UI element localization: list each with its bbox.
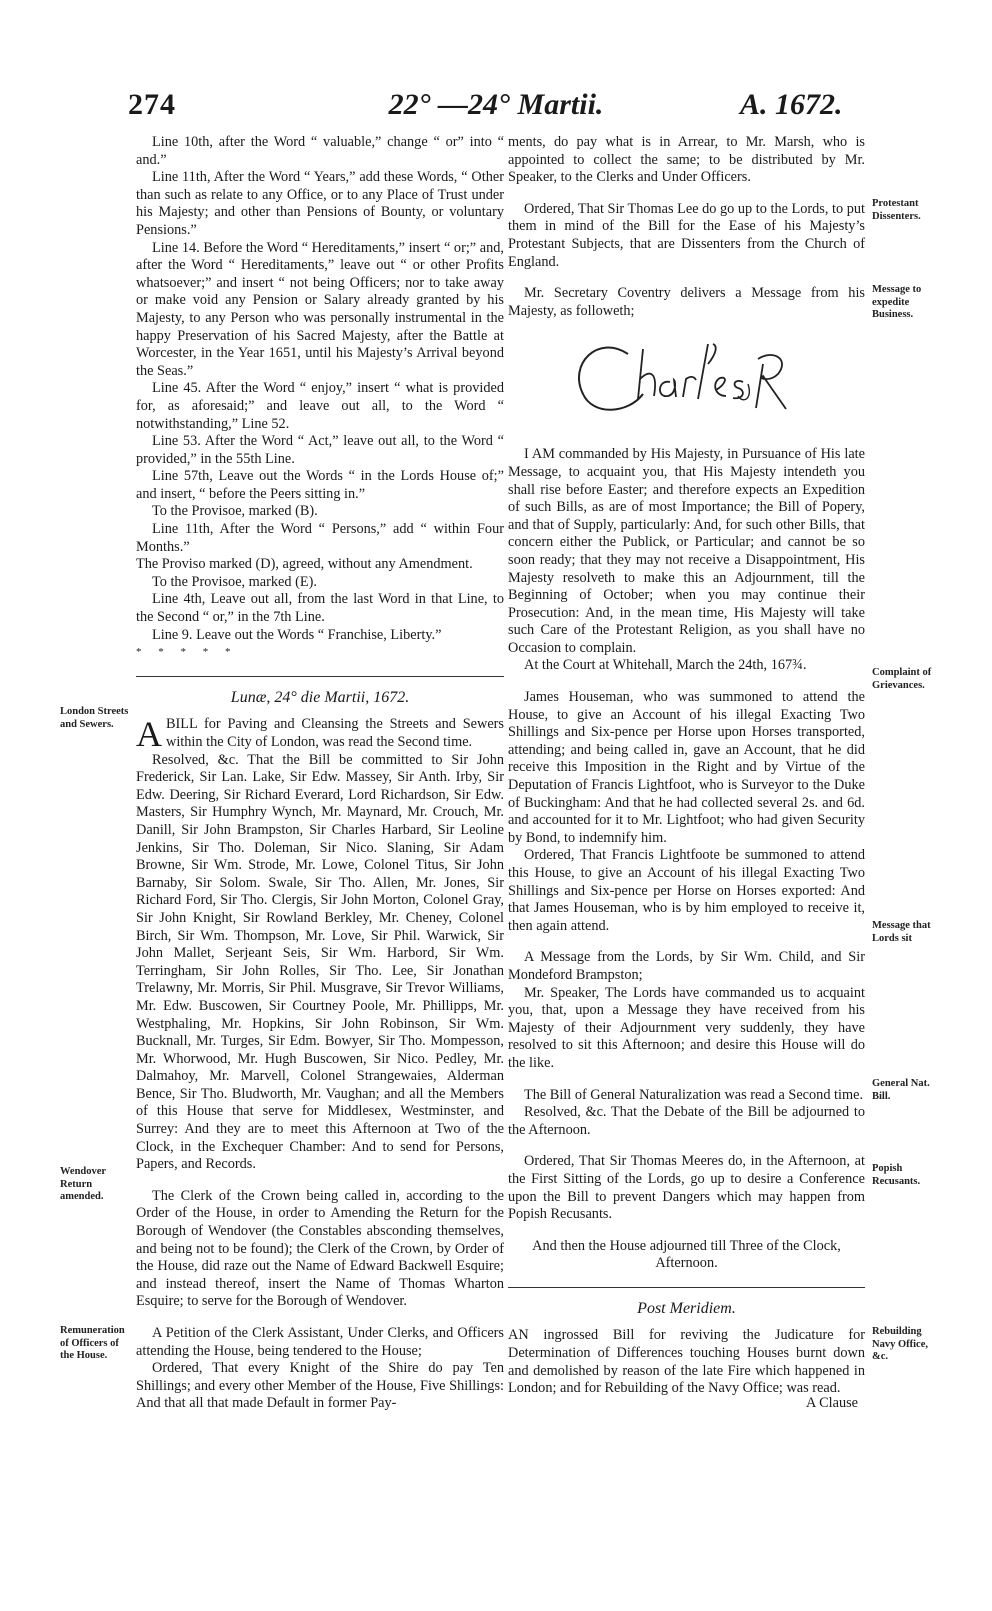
houseman-paragraph: James Houseman, who was summoned to attend the House, to give an Account of his illegal Exacting Two Shillings and Six-pence per Horse upon Horses transported, attending; and being called in, gave an Account, that he did receive this Imposition in the Right and by Virtue of the Deputation of Francis Lightfoot, who is Surveyor to the Duke of Buckingham: And that he had collected several 2s. and 6d. and accounted for it to Mr. Lightfoot; who had given Security by Bond, to indemnify him. — [508, 689, 865, 846]
margin-note-grievances: Complaint of Grievances. — [872, 667, 932, 691]
page-number: 274 — [128, 88, 176, 121]
provisoe-b-heading: To the Provisoe, marked (B). — [152, 503, 318, 520]
royal-message-paragraph: I AM commanded by His Majesty, in Pursuance of His late Message, to acquaint you, that His Majesty intendeth you shall rise before Easter; and therefore expects an Expedition of such Bills, as are of most Importance; the Bill of Popery, and that of Supply, particularly: And, for such other Bills, that concern either the Publick, or Particular; and cannot be so soon ready; that they may not receive a Disappointment, His Majesty resolveth to make this an Adjournment, till the Beginning of October; when you may continue their Prosecution: And, in the mean time, His Majesty will take such Care of the Protestant Religion, as you shall have no Occasion to complain. — [508, 446, 865, 656]
header-year: A. 1672. — [740, 88, 843, 121]
lords-message-paragraph: A Message from the Lords, by Sir Wm. Child, and Sir Mondeford Brampston; — [508, 949, 865, 983]
margin-note-remuneration: Remuneration of Officers of the House. — [60, 1325, 125, 1361]
left-column — [136, 134, 504, 1413]
adjourned-paragraph: And then the House adjourned till Three of the Clock, Afternoon. — [532, 1237, 841, 1272]
margin-note-expedite: Message to expedite Business. — [872, 284, 922, 320]
provisoe-e-heading: To the Provisoe, marked (E). — [152, 573, 317, 590]
signature-graphic — [558, 324, 798, 434]
margin-note-naturalization: General Nat. Bill. — [872, 1078, 930, 1102]
wendover-paragraph: The Clerk of the Crown being called in, according to the Order of the House, in order to Amending the Return for the Borough of Wendover (the Constables absconding themselves, and being not to be found); the Clerk of the Crown, by Order of the House, did raze out the Name of Edward Backwell Esquire; and instead thereof, insert the Name of Thomas Wharton Esquire; to serve for the Borough of Wendover. — [136, 1187, 504, 1310]
ordered-pay-paragraph: Ordered, That every Knight of the Shire do pay Ten Shillings; and every other Member of the House, Five Shillings: And that all that made Default in former Pay- — [136, 1360, 504, 1412]
margin-note-lords-sit: Message that Lords sit — [872, 920, 931, 944]
speaker-paragraph: Mr. Speaker, The Lords have commanded us to acquaint you, that, upon a Message they have received from his Majesty of their Adjournment very suddenly, they have resolved to sit this Afternoon; and desire this House will do the like. — [508, 984, 865, 1071]
royal-signature — [508, 324, 865, 440]
naturalization-paragraph: The Bill of General Naturalization was read a Second time. — [524, 1086, 864, 1103]
amendment-line-10: Line 10th, after the Word “ valuable,” change “ or” into “ and.” — [136, 134, 504, 168]
lee-order-paragraph: Ordered, That Sir Thomas Lee do go up to the Lords, to put them in mind of the Bill for the Ease of his Majesty’s Protestant Subjects, that are Dissenters from the Church of England. — [508, 200, 865, 270]
amendment-line-45: Line 45. After the Word “ enjoy,” insert “ what is provided for, as aforesaid;” and leave out all, to the Word “ notwithstanding,” Line 52. — [136, 380, 504, 432]
arrears-continuation: ments, do pay what is in Arrear, to Mr. Marsh, who is appointed to collect the same; to be distributed by Mr. Speaker, to the Clerks and Under Officers. — [508, 134, 865, 186]
asterisms: * * * * * — [136, 646, 238, 659]
petition-paragraph: A Petition of the Clerk Assistant, Under Clerks, and Officers attending the House, being tendered to the House; — [136, 1325, 504, 1359]
amendment-line-11: Line 11th, After the Word “ Years,” add these Words, “ Other than such as relate to any Office, or to any Place of Trust under his Majesty; and other than Pensions of Bounty, or voluntary Pensions.” — [136, 169, 504, 238]
margin-note-wendover: Wendover Return amended. — [60, 1166, 106, 1202]
amendment-line-14: Line 14. Before the Word “ Hereditaments,” insert “ or;” and, after the Word “ Hereditaments,” leave out “ or other Profits whatsoever;” and insert “ not being Officers; nor to take away or make void any Pension or Salary already granted by his Majesty, to any Person who was personally instrumental in the happy Preservation of his Sacred Majesty, after the Battle at Worcester, in the Year 1651, until his Majesty’s Arrival beyond the Seas.” — [136, 239, 504, 379]
ingrossed-bill-paragraph: AN ingrossed Bill for reviving the Judicature for Determination of Differences touching Houses burnt down and demolished by reason of the late Fire which happened in London; and for Rebuilding of the Navy Office; was read. — [508, 1327, 865, 1397]
margin-note-popish: Popish Recusants. — [872, 1163, 921, 1187]
margin-note-navy-office: Rebuilding Navy Office, &c. — [872, 1326, 928, 1362]
adjourn-debate-paragraph: Resolved, &c. That the Debate of the Bill be adjourned to the Afternoon. — [508, 1104, 865, 1138]
margin-note-dissenters: Protestant Dissenters. — [872, 198, 921, 222]
proviso-d: The Proviso marked (D), agreed, without any Amendment. — [136, 556, 473, 573]
court-dateline: At the Court at Whitehall, March the 24th, 167¾. — [524, 657, 807, 674]
page-header — [0, 88, 992, 128]
lightfoote-order-paragraph: Ordered, That Francis Lightfoote be summoned to attend this House, to give an Account of his illegal Exacting Two Shillings and Six-pence per Horse on Horses exported: And that James Houseman, who is by him employed to receive it, then again attend. — [508, 847, 865, 934]
paving-bill-paragraph — [136, 714, 504, 755]
meeres-order-paragraph: Ordered, That Sir Thomas Meeres do, in the Afternoon, at the First Sitting of the Lords, go up to desire a Conference upon the Bill to prevent Dangers which may happen from Popish Recusants. — [508, 1153, 865, 1223]
provisoe-e-line-9: Line 9. Leave out the Words “ Franchise, Liberty.” — [152, 626, 442, 643]
amendment-line-57: Line 57th, Leave out the Words “ in the Lords House of;” and insert, “ before the Peers sitting in.” — [136, 468, 504, 502]
committee-paragraph: Resolved, &c. That the Bill be committed to Sir John Frederick, Sir Lan. Lake, Sir Edw. Massey, Sir Anth. Irby, Sir Edw. Deering, Sir Richard Everard, Lord Richardson, Sir Edw. Masters, Sir Humphry Wynch, Mr. Maynard, Mr. Crouch, Mr. Danill, Sir John Brampston, Sir Charles Harbard, Sir Leoline Jenkins, Sir Tho. Doleman, Sir Nico. Slaning, Sir Adam Browne, Sir Wm. Strode, Mr. Lowe, Colonel Titus, Sir John Barnaby, Sir Solom. Swale, Sir Tho. Allen, Mr. Jones, Sir Richard Ford, Sir Tho. Clergis, Sir John Morton, Colonel Gray, Sir John Knight, Sir Rowland Berkley, Mr. Cheney, Colonel Birch, Sir Wm. Thompson, Mr. Love, Sir Phil. Warwick, Sir John Mallet, Serjeant Seis, Sir Wm. Harbord, Sir Wm. Terringham, Sir John Rolles, Sir Tho. Lee, Sir Jonathan Trelawny, Mr. Morris, Sir Phil. Musgrave, Sir Trevor Williams, Mr. Edw. Buscowen, Sir Courtney Poole, Mr. Phillipps, Mr. Westphaling, Mr. Hopkins, Sir John Robinson, Sir Wm. Bucknall, Mr. Turges, Sir Edm. Bowyer, Sir Tho. Mompesson, Mr. Whorwood, Mr. Hugh Buscowen, Sir Nico. Pedley, Mr. Dalmahoy, Mr. Marvell, Colonel Strangewaies, Alderman Bence, Sir Tho. Bludworth, Mr. Vaughan; and all the Members of this House that serve for Middlesex, Westminster, and Surrey: And they are to meet this Afternoon at Two of the Clock, in the Exchequer Chamber: And to send for Persons, Papers, and Records. — [136, 751, 504, 1173]
provisoe-b-line-11: Line 11th, After the Word “ Persons,” add “ within Four Months.” — [136, 521, 504, 555]
section-heading: Lunæ, 24° die Martii, 1672. — [230, 688, 410, 706]
provisoe-e-line-4: Line 4th, Leave out all, from the last Word in that Line, to the Second “ or,” in the 7th Line. — [136, 591, 504, 626]
section-divider — [136, 676, 504, 677]
post-meridiem-heading: Post Meridiem. — [637, 1299, 736, 1317]
coventry-paragraph: Mr. Secretary Coventry delivers a Message from his Majesty, as followeth; — [508, 285, 865, 319]
header-date: 22° —24° Martii. — [388, 88, 604, 121]
drop-cap: A — [136, 714, 162, 755]
section-divider-right — [508, 1287, 865, 1288]
paving-bill-text: BILL for Paving and Cleansing the Streets and Sewers within the City of London, was read the Second time. — [166, 716, 504, 750]
catchword: A Clause — [806, 1395, 859, 1411]
margin-note-london-streets: London Streets and Sewers. — [60, 706, 129, 730]
amendment-line-53: Line 53. After the Word “ Act,” leave out all, to the Word “ provided,” in the 55th Line. — [136, 433, 504, 467]
right-column — [508, 134, 865, 1398]
